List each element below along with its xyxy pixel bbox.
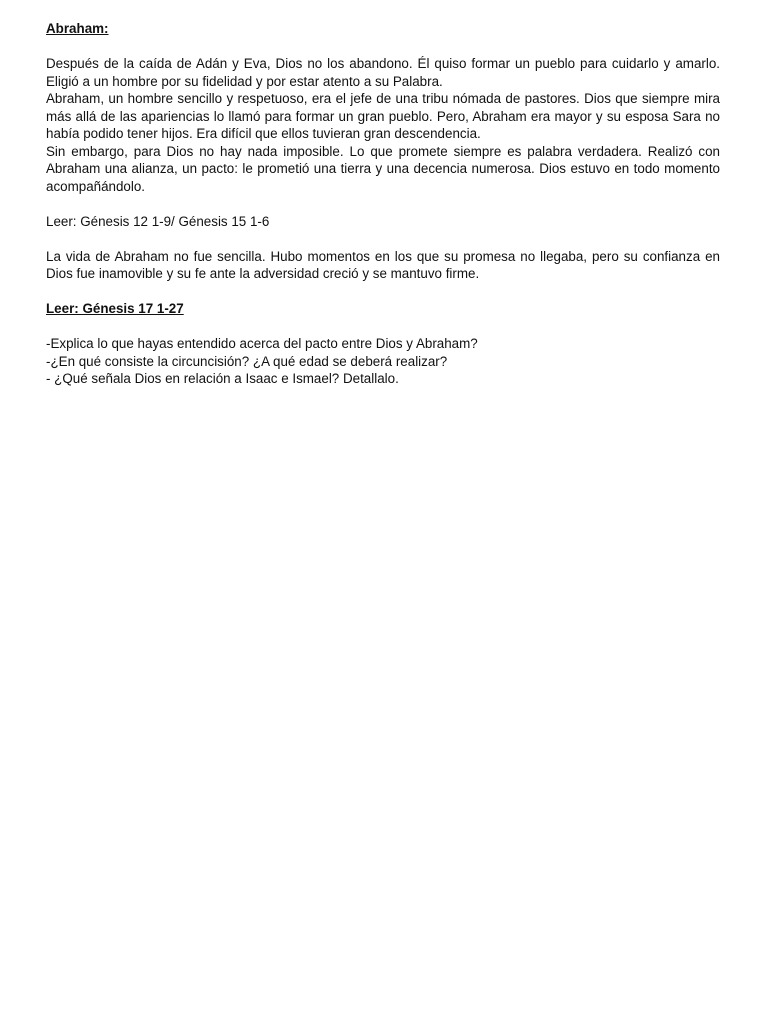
spacer [46, 195, 720, 213]
document-page [46, 20, 720, 388]
document-title: Abraham: [46, 21, 109, 36]
spacer [46, 38, 720, 56]
spacer [46, 230, 720, 248]
reading-reference-2: Leer: Génesis 17 1-27 [46, 301, 184, 316]
spacer [46, 283, 720, 301]
question-1: -Explica lo que hayas entendido acerca del pacto entre Dios y Abraham? [46, 336, 478, 351]
question-2: -¿En qué consiste la circuncisión? ¿A qué edad se deberá realizar? [46, 353, 448, 369]
paragraph-faith: La vida de Abraham no fue sencilla. Hubo momentos en los que su promesa no llegaba, pero su confianza en Dios fue inamovible y su fe ante la adversidad creció y se mantuvo firme. [46, 248, 720, 281]
reading-reference-1: Leer: Génesis 12 1-9/ Génesis 15 1-6 [46, 213, 270, 229]
question-3: - ¿Qué señala Dios en relación a Isaac e Ismael? Detallalo. [46, 371, 399, 386]
spacer [46, 318, 720, 336]
paragraph-intro: Después de la caída de Adán y Eva, Dios no los abandono. Él quiso formar un pueblo para cuidarlo y amarlo. Eligió a un hombre por su fidelidad y por estar atento a su Palabra. [46, 56, 720, 89]
paragraph-abraham: Abraham, un hombre sencillo y respetuoso, era el jefe de una tribu nómada de pastores. Dios que siempre mira más allá de las apariencias lo llamó para formar un gran pueblo. Pero, Abraham era mayor y su esposa Sara no había podido tener hijos. Era difícil que ellos tuvieran gran descendencia. [46, 91, 720, 141]
paragraph-alliance: Sin embargo, para Dios no hay nada imposible. Lo que promete siempre es palabra verdadera. Realizó con Abraham una alianza, un pacto: le prometió una tierra y una decencia numerosa. Dios estuvo en todo momento acompañándolo. [46, 143, 720, 194]
